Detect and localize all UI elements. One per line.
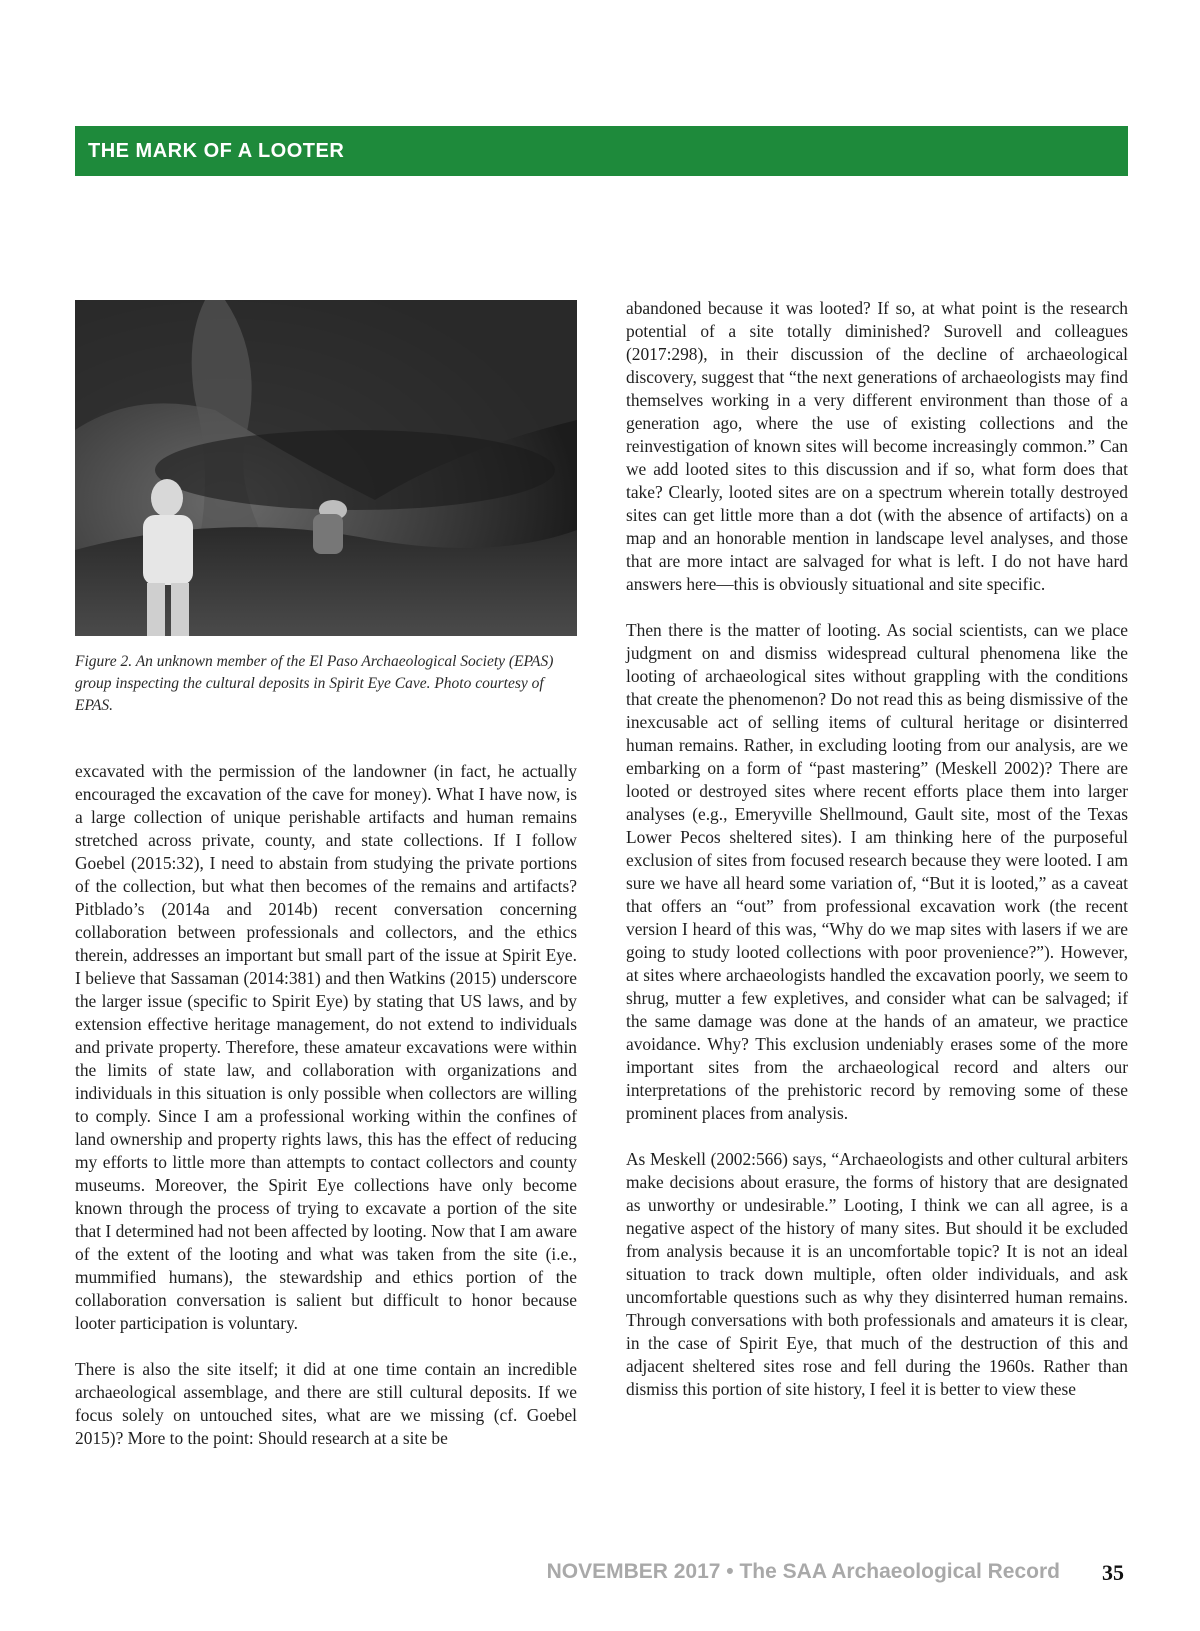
figure-caption: Figure 2. An unknown member of the El Paso Archaeological Society (EPAS) group inspecting the cultural deposits in Spirit Eye Cave. Photo courtesy of EPAS.	[75, 653, 554, 714]
section-title: THE MARK OF A LOOTER	[88, 140, 345, 162]
paragraph: As Meskell (2002:566) says, “Archaeologists and other cultural arbiters make decisions about erasure, the forms of history that are designated as unworthy or undesirable.” Looting, I think we can all agree, is a negative aspect of the history of many sites. But should it be excluded from analysis because it is an uncomfortable topic? It is not an ideal situation to track down multiple, often older individuals, and ask uncomfortable questions such as why they disinterred human remains. Through conversations with both professionals and amateurs it is clear, in the case of Spirit Eye, that much of the destruction of this and adjacent sheltered sites rose and fell during the 1960s. Rather than dismiss this portion of site history, I feel it is better to view these	[626, 1149, 1128, 1399]
section-header-bar	[75, 126, 1128, 176]
figure-photo	[75, 300, 577, 636]
right-column-text	[626, 297, 1128, 1401]
footer-journal-title: NOVEMBER 2017 • The SAA Archaeological Record	[546, 1560, 1060, 1583]
left-column-text	[75, 760, 577, 1450]
paragraph: Then there is the matter of looting. As social scientists, can we place judgment on and dismiss widespread cultural phenomena like the looting of archaeological sites without grappling with the conditions that create the phenomenon? Do not read this as being dismissive of the inexcusable act of selling items of cultural heritage or disinterred human remains. Rather, in excluding looting from our analysis, are we embarking on a form of “past mastering” (Meskell 2002)? There are looted or destroyed sites where recent efforts place them into larger analyses (e.g., Emeryville Shellmound, Gault site, most of the Texas Lower Pecos sheltered sites). I am thinking here of the purposeful exclusion of sites from focused research because they were looted. I am sure we have all heard some variation of, “But it is looted,” as a caveat that offers an “out” from professional excavation work (the recent version I heard of this was, “Why do we map sites with lasers if we are going to study looted collections with poor provenience?”). However, at sites where archaeologists handled the excavation poorly, we seem to shrug, mutter a few expletives, and consider what can be salvaged; if the same damage was done at the hands of an amateur, we practice avoidance. Why? This exclusion undeniably erases some of the more important sites from the archaeological record and alters our interpretations of the prehistoric record by removing some of these prominent places from analysis.	[626, 620, 1128, 1123]
paragraph: abandoned because it was looted? If so, at what point is the research potential of a site totally diminished? Surovell and colleagues (2017:298), in their discussion of the decline of archaeological discovery, suggest that “the next generations of archaeologists may find themselves working in a very different environment than those of a generation ago, where the use of existing collections and the reinvestigation of known sites will become increasingly common.” Can we add looted sites to this discussion and if so, what form does that take? Clearly, looted sites are on a spectrum wherein totally destroyed sites can get little more than a dot (with the absence of artifacts) on a map and an honorable mention in landscape level analyses, and those that are more intact are salvaged for what is left. I do not have hard answers here—this is obviously situational and site specific.	[626, 298, 1128, 594]
page-footer	[546, 1560, 1130, 1600]
paragraph: excavated with the permission of the landowner (in fact, he actually encouraged the excavation of the cave for money). What I have now, is a large collection of unique perishable artifacts and human remains stretched across private, county, and state collections. If I follow Goebel (2015:32), I need to abstain from studying the private portions of the collection, but what then becomes of the remains and artifacts? Pitblado’s (2014a and 2014b) recent conversation concerning collaboration between professionals and collectors, and the ethics therein, addresses an important but small part of the issue at Spirit Eye. I believe that Sassaman (2014:381) and then Watkins (2015) underscore the larger issue (specific to Spirit Eye) by stating that US laws, and by extension effective heritage management, do not extend to individuals and private property. Therefore, these amateur excavations were within the limits of state law, and collaboration with organizations and individuals in this situation is only possible when collectors are willing to comply. Since I am a professional working within the confines of land ownership and property rights laws, this has the effect of reducing my efforts to little more than attempts to contact collectors and county museums. Moreover, the Spirit Eye collections have only become known through the process of trying to excavate a portion of the site that I determined had not been affected by looting. Now that I am aware of the extent of the looting and what was taken from the site (i.e., mummified humans), the stewardship and ethics portion of the collaboration conversation is salient but difficult to honor because looter participation is voluntary.	[75, 761, 577, 1333]
page-number: 35	[1102, 1560, 1124, 1585]
paragraph: There is also the site itself; it did at one time contain an incredible archaeological assemblage, and there are still cultural deposits. If we focus solely on untouched sites, what are we missing (cf. Goebel 2015)? More to the point: Should research at a site be	[75, 1359, 577, 1448]
